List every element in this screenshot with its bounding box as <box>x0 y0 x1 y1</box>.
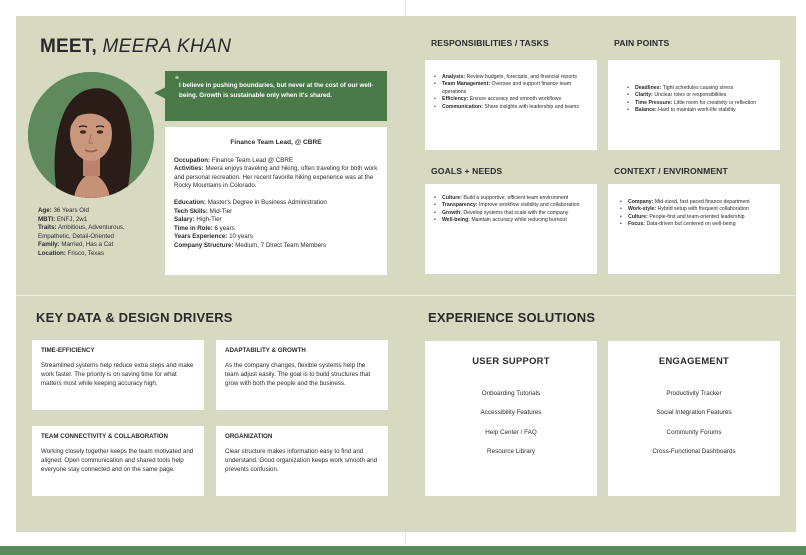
list-item: • Culture: People-first and team-oriented leadership <box>620 214 776 221</box>
family-row: Family: Married, Has a Cat <box>38 241 114 249</box>
list-item: • Team Management: Oversee and support finance team operations <box>434 81 592 96</box>
list-item: Help Center / FAQ <box>485 428 537 436</box>
list-item: • Efficiency: Ensure accuracy and smooth workflows <box>434 96 592 103</box>
list-item: Accessibility Features <box>480 409 542 417</box>
company-structure-row: Company Structure: Medium, 7 Direct Team Members <box>174 241 327 249</box>
goals-list <box>434 195 592 225</box>
user-support-title: USER SUPPORT <box>472 355 550 366</box>
goals-heading: GOALS + NEEDS <box>431 166 503 176</box>
persona-role: Finance Team Lead, @ CBRE <box>230 139 322 146</box>
persona-name: MEERA KHAN <box>102 36 232 57</box>
title-prefix: MEET, <box>40 36 97 57</box>
drivers-heading: KEY DATA & DESIGN DRIVERS <box>36 310 233 325</box>
driver-card-text: Working closely together keeps the team motivated and aligned. Open communication and shared tools help everyone stay connected and on the same page. <box>41 448 194 473</box>
list-item: Onboarding Tutorials <box>481 390 541 397</box>
list-item: • Time Pressure: Little room for creativity or reflection <box>627 100 775 107</box>
driver-card-title: TIME-EFFICIENCY <box>41 347 95 354</box>
list-item: • Focus: Data-driven but centered on well-being <box>620 221 776 228</box>
persona-quote <box>165 71 387 121</box>
list-item: • Well-being: Maintain accuracy while reducing burnout <box>434 217 592 224</box>
page-title <box>40 36 231 58</box>
context-card <box>608 184 780 274</box>
mbti-row: MBTI: ENFJ, 2w1 <box>38 215 88 223</box>
engagement-title: ENGAGEMENT <box>658 355 730 366</box>
location-row: Location: Frisco, Texas <box>38 249 104 257</box>
list-item: • Analysis: Review budgets, forecasts, and financial reports <box>434 74 592 81</box>
list-item: Social Integration Features <box>656 409 732 417</box>
avatar <box>28 72 154 198</box>
driver-card-text: As the company changes, flexible systems help the team adjust easily. The goal is to build structures that grow with both the people and the business. <box>225 362 371 387</box>
engagement-card <box>608 341 780 496</box>
profile-card <box>165 127 387 275</box>
list-item: • Deadlines: Tight schedules causing stress <box>627 85 775 92</box>
responsibilities-list <box>434 74 592 111</box>
driver-card-time-efficiency <box>32 340 204 410</box>
list-item: Resource Library <box>487 448 535 456</box>
time-in-role-row: Time in Role: 6 years <box>174 224 235 232</box>
years-experience-row: Years Experience: 10 years <box>174 233 253 241</box>
pain-points-list <box>627 85 775 115</box>
section-divider-horizontal <box>16 295 796 296</box>
driver-card-text: Streamlined systems help reduce extra steps and make work faster. The priority is on saving time for what matters most while keeping accuracy high. <box>41 362 194 387</box>
occupation-row: Occupation: Finance Team Lead @ CBRE <box>174 156 293 164</box>
driver-card-title: ORGANIZATION <box>225 433 273 440</box>
pain-points-heading: PAIN POINTS <box>614 38 670 48</box>
list-item: • Culture: Build a supportive, efficient team environment <box>434 195 592 202</box>
driver-card-text: Clear structure makes information easy to find and understand. Good organization keeps work smooth and prevents confusion. <box>225 448 378 473</box>
list-item: • Clarity: Unclear roles or responsibilities <box>627 92 775 99</box>
list-item: • Balance: Hard to maintain work-life stability <box>627 107 775 114</box>
quote-mark-icon: “ <box>175 75 179 84</box>
list-item: • Communication: Share insights with leadership and teams <box>434 104 592 111</box>
activities-row: Activities: Meera enjoys traveling and hiking, often traveling for both work and personal recreation. Her recent favorite hiking experience was at the Rocky Mountains in Colorado. <box>174 165 378 190</box>
list-item: • Growth: Develop systems that scale with the company <box>434 210 592 217</box>
context-heading: CONTEXT / ENVIRONMENT <box>614 166 728 176</box>
driver-card-organization <box>216 426 388 496</box>
traits-row: Traits: Ambitious, Adventurous, Empathetic, Detail-Oriented <box>38 224 125 240</box>
portrait-illustration <box>28 72 154 198</box>
salary-row: Salary: High-Tier <box>174 216 222 224</box>
bottom-accent-strip <box>0 546 806 555</box>
list-item: • Work-style: Hybrid setup with frequent collaboration <box>620 206 776 213</box>
context-list <box>620 199 776 229</box>
personal-details <box>38 207 158 259</box>
driver-card-title: ADAPTABILITY & GROWTH <box>225 347 306 354</box>
education-row: Education: Master's Degree in Business Administration <box>174 198 327 206</box>
driver-card-team-connectivity <box>32 426 204 496</box>
list-item: Community Forums <box>666 428 722 436</box>
list-item: • Transparency: Improve workflow visibility and collaboration <box>434 202 592 209</box>
age-row: Age: 36 Years Old <box>38 207 89 214</box>
driver-card-title: TEAM CONNECTIVITY & COLLABORATION <box>41 433 168 440</box>
driver-card-adaptability <box>216 340 388 410</box>
list-item: • Company: Mid-sized, fast paced finance department <box>620 199 776 206</box>
user-support-card <box>425 341 597 496</box>
tech-skills-row: Tech Skills: Mid-Tier <box>174 207 233 215</box>
solutions-heading: EXPERIENCE SOLUTIONS <box>428 310 596 325</box>
quote-text: I believe in pushing boundaries, but never at the cost of our well-being. Growth is sustainable only when it's shared. <box>179 82 374 99</box>
list-item: Cross-Functional Dashboards <box>652 448 736 456</box>
responsibilities-heading: RESPONSIBILITIES / TASKS <box>431 38 549 48</box>
list-item: Productivity Tracker <box>666 390 722 397</box>
